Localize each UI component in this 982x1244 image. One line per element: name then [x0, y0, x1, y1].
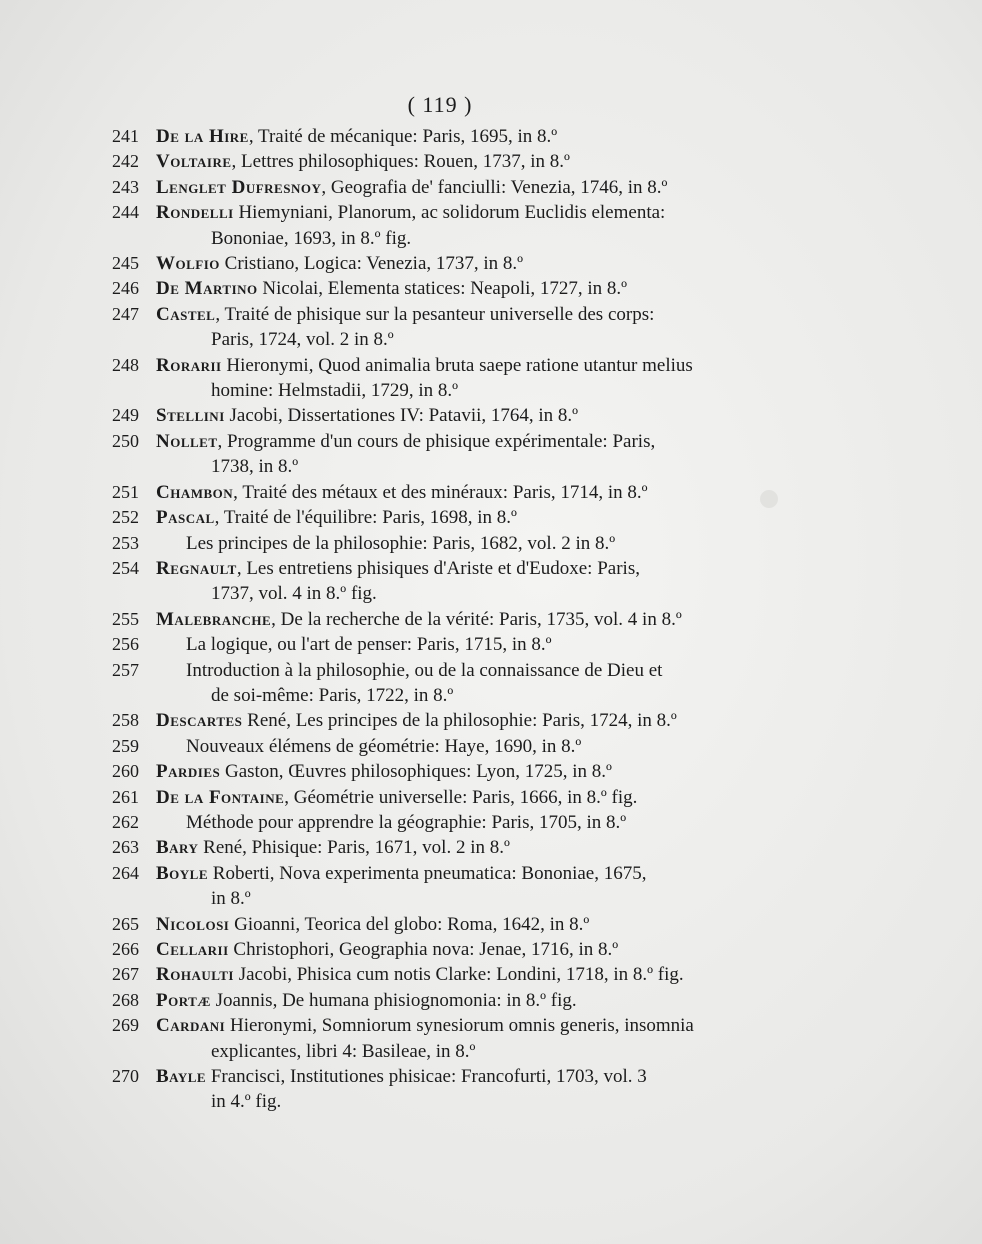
catalogue-entry [112, 1064, 802, 1115]
catalogue-entry [112, 632, 802, 657]
entry-line [156, 124, 802, 149]
catalogue-entry [112, 988, 802, 1013]
catalogue-entry [112, 200, 802, 251]
catalogue-entry [112, 658, 802, 709]
entry-number: 248 [112, 354, 139, 375]
catalogue-entry [112, 962, 802, 987]
entry-line [156, 759, 802, 784]
entry-text: La logique, ou l'art de penser: Paris, 1715, in 8.º [186, 634, 552, 656]
entry-line [156, 276, 802, 301]
entry-text: , Programme d'un cours de phisique expérimentale: Paris, [217, 430, 656, 452]
entry-text: Roberti, Nova experimenta pneumatica: Bononiae, 1675, [208, 862, 647, 884]
entry-number: 270 [112, 1066, 139, 1087]
catalogue-entry [112, 251, 802, 276]
entry-number: 269 [112, 1015, 139, 1036]
entry-author: Stellini [156, 405, 225, 427]
catalogue-entry [112, 759, 802, 784]
catalogue-entry [112, 734, 802, 759]
entry-number: 250 [112, 430, 139, 451]
catalogue-entry [112, 302, 802, 353]
entry-text: René, Les principes de la philosophie: Paris, 1724, in 8.º [242, 710, 677, 732]
entry-author: Portæ [156, 989, 211, 1011]
entry-line [156, 708, 802, 733]
catalogue-entry [112, 607, 802, 632]
catalogue-entry [112, 556, 802, 607]
entry-text: , Les entretiens phisiques d'Ariste et d'Eudoxe: Paris, [236, 557, 640, 579]
entry-author: Cellarii [156, 939, 229, 960]
entry-number: 258 [112, 710, 139, 731]
entry-text: Introduction à la philosophie, ou de la connaissance de Dieu et [186, 659, 663, 681]
entry-number: 257 [112, 659, 139, 680]
entry-author: Descartes [156, 710, 243, 732]
catalogue-entry [112, 175, 802, 200]
entry-author: Rondelli [156, 202, 234, 224]
entry-line [156, 607, 802, 632]
entry-number: 254 [112, 557, 139, 578]
entry-number: 266 [112, 939, 139, 959]
entry-text: Jacobi, Dissertationes IV: Patavii, 1764, in 8.º [224, 405, 579, 427]
entry-number: 253 [112, 532, 139, 553]
entry-text: Gioanni, Teorica del globo: Roma, 1642, in 8.º [229, 913, 590, 935]
entry-number: 265 [112, 913, 139, 934]
entry-continuation: explicantes, libri 4: Basileae, in 8.º [211, 1040, 476, 1062]
entry-text: , Traité de l'équilibre: Paris, 1698, in 8.º [214, 507, 517, 529]
entry-line [156, 429, 802, 454]
entry-number: 244 [112, 202, 139, 223]
entry-author: Malebranche [156, 608, 272, 630]
entry-line [156, 835, 802, 860]
entry-number: 246 [112, 278, 139, 299]
catalogue-entry [112, 480, 802, 505]
entry-text: , Géométrie universelle: Paris, 1666, in 8.º fig. [284, 786, 638, 808]
entry-text: , Traité de mécanique: Paris, 1695, in 8.º [248, 126, 558, 147]
entry-text: Les principes de la philosophie: Paris, 1682, vol. 2 in 8.º [186, 532, 616, 554]
entry-text: Joannis, De humana phisiognomonia: in 8.º fig. [210, 989, 577, 1011]
entry-line [156, 1064, 802, 1089]
catalogue-entry [112, 353, 802, 404]
entry-number: 268 [112, 989, 139, 1010]
entry-line [156, 861, 802, 886]
entry-number: 262 [112, 811, 139, 832]
entry-number: 267 [112, 964, 139, 985]
entry-number: 259 [112, 735, 139, 756]
entry-line [156, 200, 802, 225]
catalogue-entry [112, 1013, 802, 1064]
entry-number: 251 [112, 481, 139, 502]
entry-number: 243 [112, 176, 139, 197]
entry-text: Cristiano, Logica: Venezia, 1737, in 8.º [219, 253, 524, 275]
entry-author: Nicolosi [156, 913, 230, 935]
entry-author: De la Fontaine [156, 786, 285, 808]
entry-continuation: Paris, 1724, vol. 2 in 8.º [211, 329, 394, 351]
entry-author: Pascal [156, 507, 215, 529]
entry-text: Jacobi, Phisica cum notis Clarke: Londini, 1718, in 8.º fig. [233, 964, 684, 986]
entry-text: Nicolai, Elementa statices: Neapoli, 1727, in 8.º [257, 278, 628, 300]
entry-number: 247 [112, 303, 139, 324]
catalogue-entry [112, 403, 802, 428]
entry-text: Francisci, Institutiones phisicae: Francofurti, 1703, vol. 3 [206, 1066, 647, 1088]
entry-number: 256 [112, 634, 139, 655]
entry-line [156, 937, 802, 962]
entry-author: Wolfio [156, 253, 220, 275]
catalogue-entry [112, 276, 802, 301]
catalogue-entry [112, 835, 802, 860]
entry-text: Hieronymi, Somniorum synesiorum omnis generis, insomnia [225, 1015, 694, 1037]
entry-text: Hieronymi, Quod animalia bruta saepe ratione utantur melius [221, 354, 693, 376]
entry-line [156, 556, 802, 581]
entry-line [156, 988, 802, 1013]
entry-line [156, 785, 802, 810]
entry-line [156, 505, 802, 530]
entry-line [156, 962, 802, 987]
entry-line [156, 175, 802, 200]
entry-author: Pardies [156, 761, 221, 783]
entry-number: 242 [112, 151, 139, 172]
entry-line [156, 302, 802, 327]
entry-line [156, 1013, 802, 1038]
entry-text: , Traité des métaux et des minéraux: Paris, 1714, in 8.º [233, 481, 648, 503]
entry-number: 264 [112, 862, 139, 883]
catalogue-entry [112, 124, 802, 149]
entry-author: Boyle [156, 862, 209, 884]
entry-line [156, 149, 802, 174]
catalogue-entry [112, 937, 802, 962]
entry-number: 241 [112, 126, 139, 146]
entry-number: 263 [112, 837, 139, 858]
entry-line [156, 480, 802, 505]
entry-line [156, 912, 802, 937]
catalogue-entry [112, 785, 802, 810]
entry-author: Castel [156, 303, 216, 325]
entry-author: Bary [156, 837, 199, 859]
catalogue-entries [112, 124, 802, 1115]
entry-text: Hiemyniani, Planorum, ac solidorum Euclidis elementa: [233, 202, 666, 224]
entry-text: René, Phisique: Paris, 1671, vol. 2 in 8.º [198, 837, 510, 859]
entry-author: Rohaulti [156, 964, 234, 986]
entry-author: De Martino [156, 278, 258, 300]
entry-author: Voltaire [156, 151, 232, 173]
catalogue-entry [112, 861, 802, 912]
entry-continuation: de soi-même: Paris, 1722, in 8.º [211, 684, 454, 706]
entry-number: 255 [112, 608, 139, 629]
entry-author: De la Hire [156, 126, 249, 147]
entry-author: Lenglet Dufresnoy [156, 176, 322, 198]
entry-line [156, 353, 802, 378]
catalogue-entry [112, 531, 802, 556]
entry-author: Rorarii [156, 354, 222, 376]
entry-text: , De la recherche de la vérité: Paris, 1735, vol. 4 in 8.º [271, 608, 682, 630]
entry-continuation: 1737, vol. 4 in 8.º fig. [211, 583, 377, 605]
page-number: ( 119 ) [407, 92, 473, 117]
entry-number: 261 [112, 786, 139, 807]
entry-text: Nouveaux élémens de géométrie: Haye, 1690, in 8.º [186, 735, 582, 757]
entry-author: Nollet [156, 430, 218, 452]
entry-text: , Traité de phisique sur la pesanteur universelle des corps: [215, 303, 655, 325]
entry-number: 252 [112, 507, 139, 528]
entry-line [156, 251, 802, 276]
catalogue-entry [112, 505, 802, 530]
entry-author: Bayle [156, 1066, 207, 1088]
entry-author: Chambon [156, 481, 234, 503]
entry-number: 249 [112, 405, 139, 426]
catalogue-entry [112, 708, 802, 733]
catalogue-entry [112, 810, 802, 835]
entry-line [156, 403, 802, 428]
entry-author: Cardani [156, 1015, 226, 1037]
entry-text: Christophori, Geographia nova: Jenae, 1716, in 8.º [228, 939, 619, 960]
entry-number: 245 [112, 253, 139, 274]
entry-author: Regnault [156, 557, 237, 579]
entry-text: , Geografia de' fanciulli: Venezia, 1746, in 8.º [321, 176, 668, 198]
entry-text: Méthode pour apprendre la géographie: Paris, 1705, in 8.º [186, 811, 627, 833]
catalogue-entry [112, 912, 802, 937]
entry-continuation: in 8.º [211, 888, 251, 910]
catalogue-entry [112, 149, 802, 174]
catalogue-entry [112, 429, 802, 480]
entry-continuation: Bononiae, 1693, in 8.º fig. [211, 227, 412, 249]
entry-continuation: homine: Helmstadii, 1729, in 8.º [211, 380, 459, 402]
entry-continuation: 1738, in 8.º [211, 456, 299, 478]
entry-number: 260 [112, 761, 139, 782]
entry-text: Gaston, Œuvres philosophiques: Lyon, 1725, in 8.º [220, 761, 612, 783]
entry-continuation: in 4.º fig. [211, 1091, 282, 1113]
entry-text: , Lettres philosophiques: Rouen, 1737, in 8.º [231, 151, 570, 173]
